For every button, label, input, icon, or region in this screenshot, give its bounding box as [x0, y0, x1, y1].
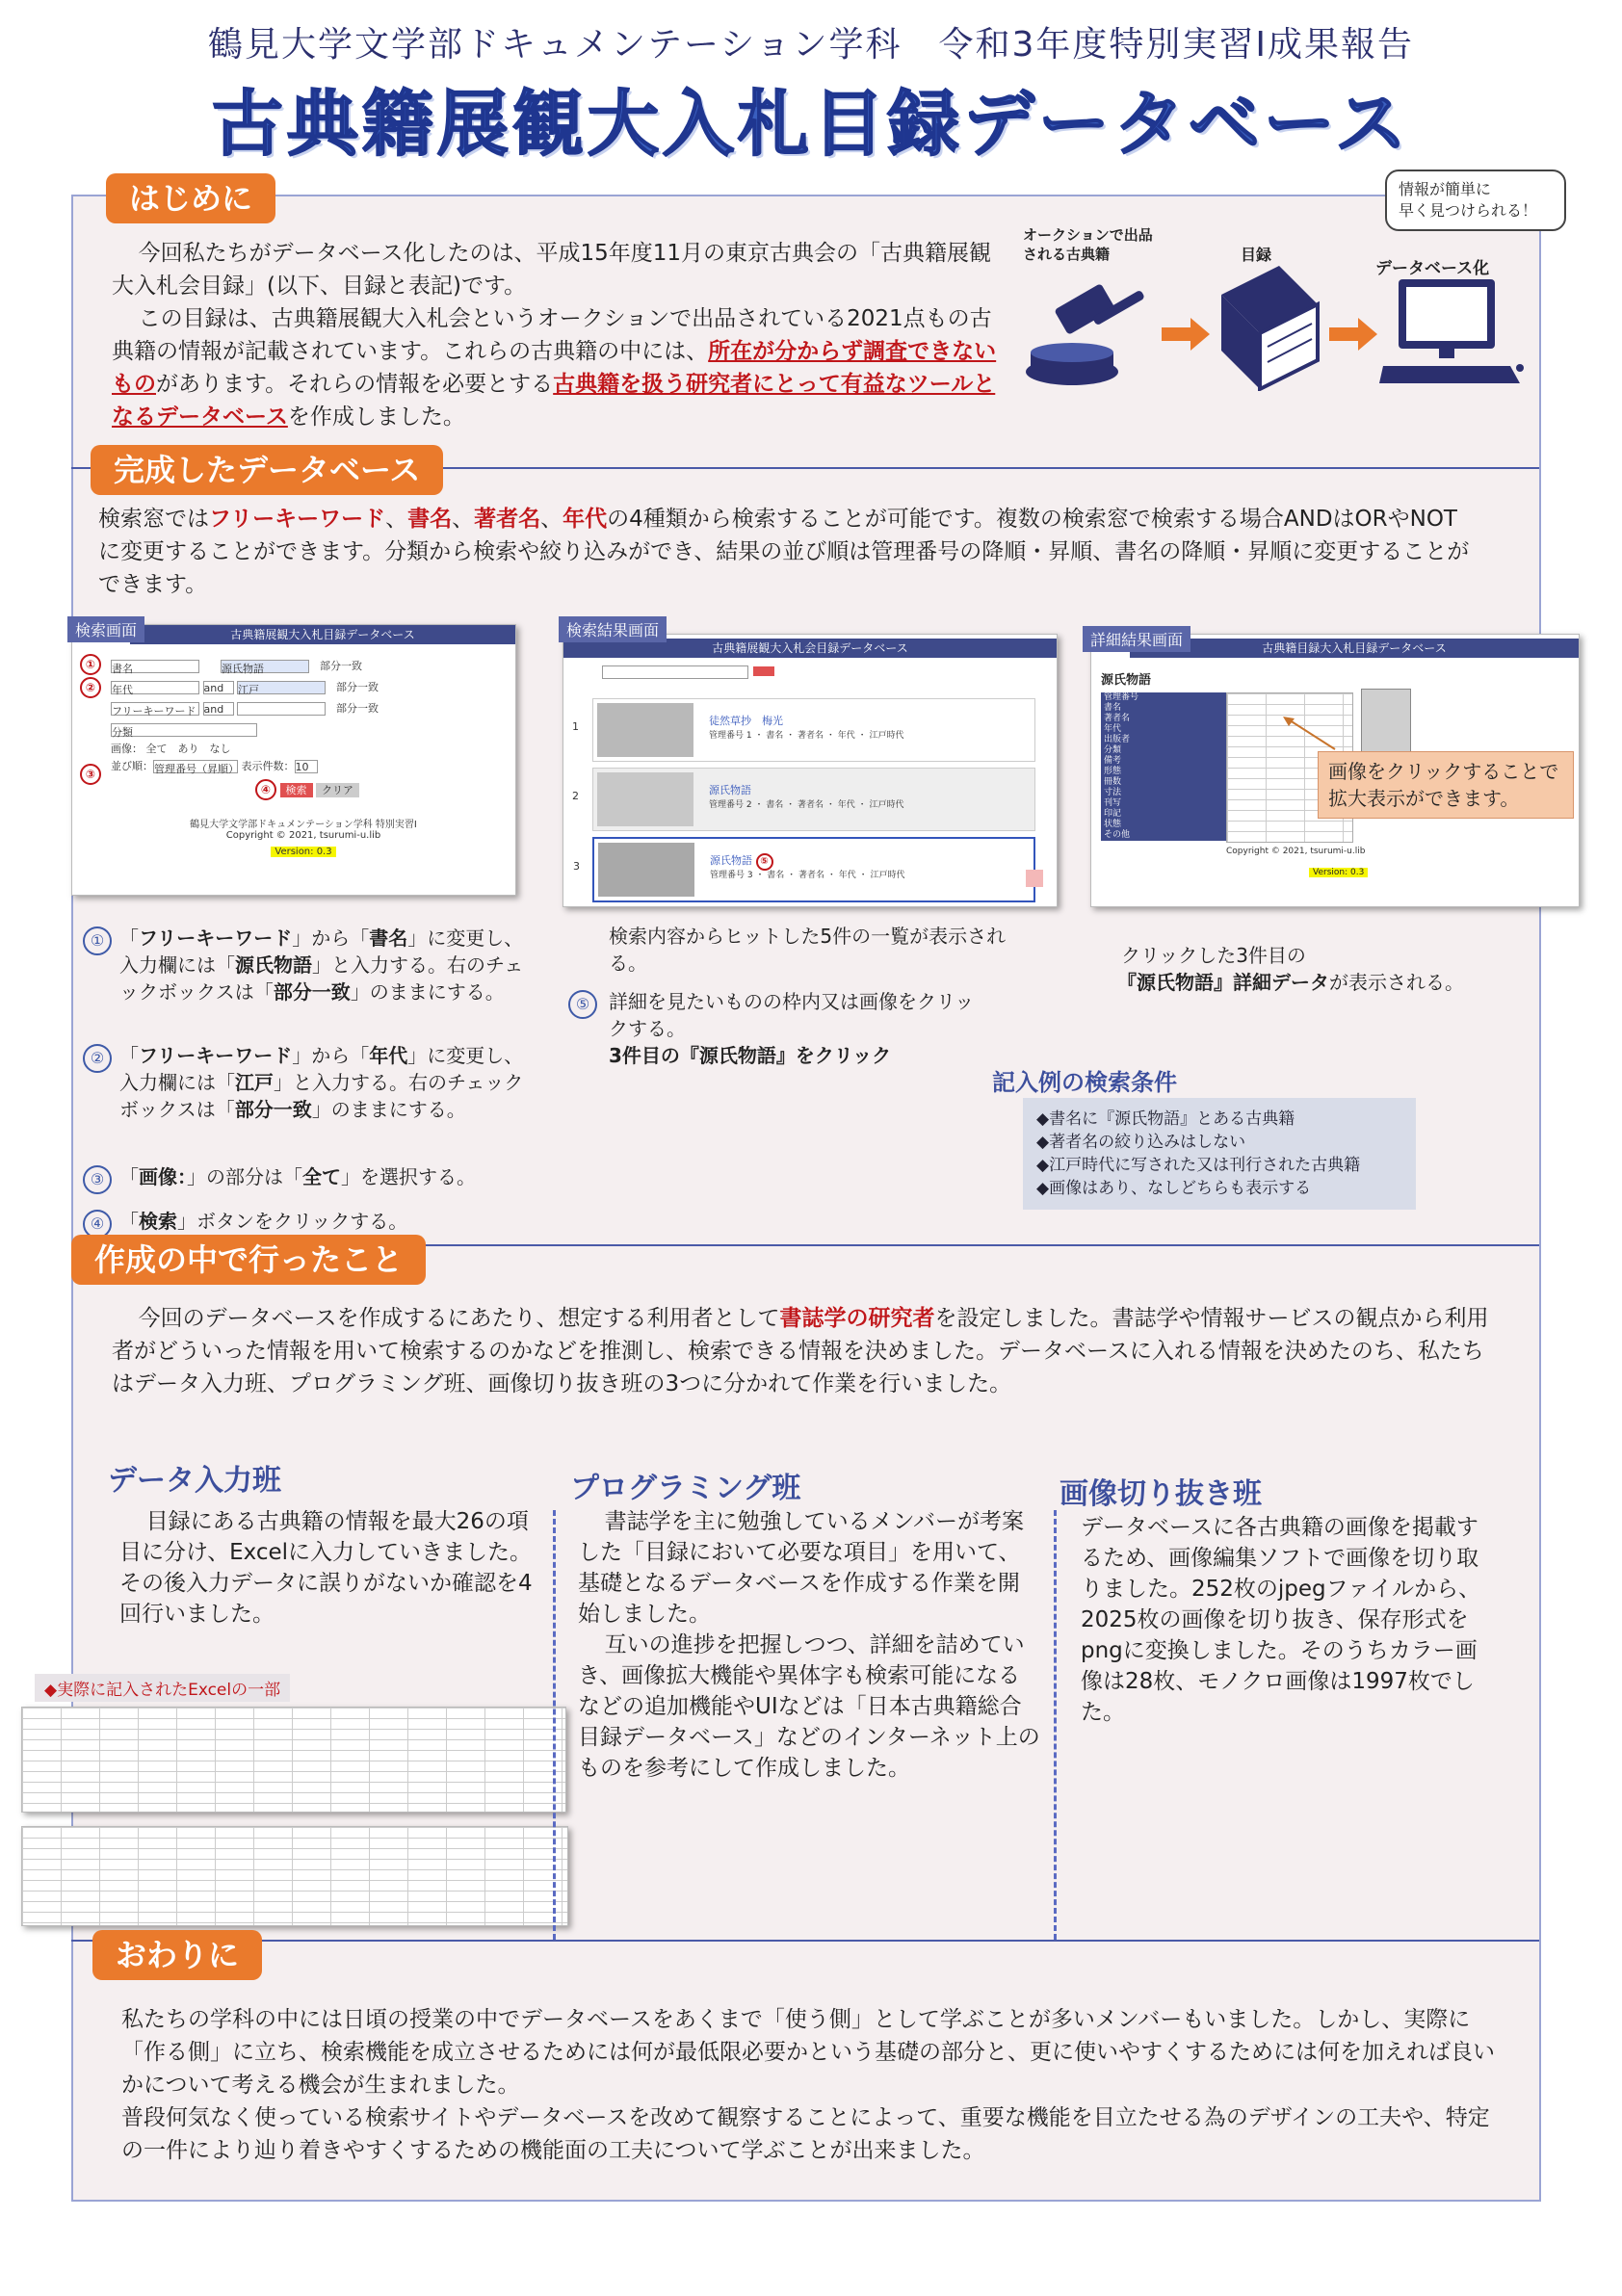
gavel-icon: [1019, 268, 1154, 393]
condition-item: ◆著者名の絞り込みはしない: [1036, 1133, 1246, 1152]
step-4-marker: ④: [83, 1210, 112, 1239]
sort-value: 管理番号（昇順）: [154, 763, 239, 775]
s2e: 」のままにする。: [311, 1098, 466, 1121]
section-tab-closing: おわりに: [92, 1930, 262, 1980]
category-select[interactable]: [111, 723, 257, 737]
detail-version: Version: 0.3: [1309, 868, 1368, 877]
s3b: 画像：: [139, 1165, 187, 1188]
step-1-marker: ①: [83, 926, 112, 955]
search-version: Version: 0.3: [271, 847, 335, 857]
marker-5: ⑤: [756, 853, 773, 871]
results-screen-label: 検索結果画面: [559, 616, 667, 642]
excel-screenshot-1: [21, 1707, 566, 1813]
keyword-free: フリーキーワード: [209, 507, 386, 532]
poster-title: 古典籍展観大入札目録データベース: [211, 83, 1411, 166]
sep-3: 、: [540, 507, 563, 532]
completed-t1: 検索窓では: [98, 507, 209, 532]
detail-screen-bar: 古典籍目録大入札目録データベース: [1130, 639, 1579, 658]
computer-icon: [1379, 279, 1524, 395]
s2a: 「: [119, 1044, 139, 1067]
field-input-3[interactable]: [237, 702, 326, 716]
detail-row-label: 冊数: [1101, 777, 1226, 788]
divider-3: [71, 1940, 1539, 1942]
excel-screenshot-2: [21, 1826, 568, 1926]
section-tab-completed: 完成したデータベース: [91, 445, 443, 495]
result-no: 3: [573, 860, 580, 873]
results-screen-shot: [562, 634, 1058, 907]
step-1: [83, 925, 536, 1005]
team-programming-text: [578, 1506, 1040, 1784]
image-filter-label: 画像：: [111, 743, 143, 755]
s3a: 「: [119, 1165, 139, 1188]
detail-row-label: 出版者: [1101, 735, 1226, 745]
result-row-2[interactable]: [572, 768, 1035, 831]
intro-highlight-1: 所在が分からず調査できないもの: [112, 339, 997, 397]
detail-row-label: 年代: [1101, 724, 1226, 735]
field-3-check: 部分一致: [336, 702, 379, 715]
field-op-3[interactable]: [203, 702, 234, 716]
step-3: [83, 1163, 536, 1190]
field-1-value: 源氏物語: [222, 663, 264, 675]
step-5-text: 詳細を見たいものの枠内又は画像をクリックする。: [609, 990, 975, 1040]
search-screen-shot: [71, 624, 516, 896]
section-tab-intro: はじめに: [106, 173, 275, 223]
detail-row-label: 刊写: [1101, 798, 1226, 809]
poster-subtitle: 鶴見大学文学部ドキュメンテーション学科 令和3年度特別実習Ⅰ成果報告: [207, 25, 1415, 65]
condition-item: ◆江戸時代に写された又は刊行された古典籍: [1036, 1156, 1361, 1175]
field-1-label: 書名: [112, 663, 133, 675]
s3c: 」の部分は「: [187, 1165, 302, 1188]
detail-row-label: 印記: [1101, 809, 1226, 820]
s2b3: 江戸: [235, 1071, 274, 1094]
intro-p2a: この目録は、古典籍展観大入札会というオークションで出品されている2021点もの古典籍の情報が記載されています。これらの古典籍の中には、: [112, 306, 992, 364]
closing-text: [121, 2003, 1499, 2167]
intro-highlight-2: 古典籍を扱う研究者にとって有益なツールとなるデータベース: [112, 372, 996, 430]
s1c: 」に変更し、入力欄には「: [119, 926, 524, 977]
result-title: 源氏物語: [710, 854, 752, 867]
excel-label: ◆実際に記入されたExcelの一部: [35, 1674, 290, 1702]
result-row-1[interactable]: [572, 698, 1035, 762]
field-input-2[interactable]: [237, 681, 326, 694]
marker-2: ②: [80, 677, 101, 698]
field-3-op: and: [203, 703, 224, 716]
results-list: [572, 698, 1035, 902]
marker-1: ①: [80, 654, 101, 675]
team-image-text: データベースに各古典籍の画像を掲載するため、画像編集ソフトで画像を切り取りました。252枚のjpegファイルから、2025枚の画像を切り抜き、保存形式をpngに変換しました。そのうちカラー画像は28枚、モノクロ画像は1997枚でした。: [1081, 1515, 1481, 1725]
process-text: [112, 1302, 1489, 1400]
closing-paragraph-1: 私たちの学科の中には日頃の授業の中でデータベースをあくまで「使う側」として学ぶことが多いメンバーもいました。しかし、実際に「作る側」に立ち、検索機能を成立させるためには何が最低限必要かという基礎の部分と、更に使いやすくするためには何を加えれば良いかについて考える機会が生まれました。: [121, 2007, 1495, 2098]
process-a: 今回のデータベースを作成するにあたり、想定する利用者として: [138, 1306, 780, 1331]
mini-clear-button[interactable]: クリア: [316, 783, 359, 797]
detail-row-label: 管理番号: [1101, 692, 1226, 703]
catalog-label: 目録: [1241, 246, 1272, 264]
step-2: [83, 1042, 536, 1123]
sort-label: 並び順：: [111, 760, 153, 772]
s1b: 」から「: [292, 926, 370, 950]
mini-search-button[interactable]: 検索: [280, 783, 313, 797]
step-3-marker: ③: [83, 1165, 112, 1194]
field-input-1[interactable]: [221, 660, 309, 673]
result-row-3[interactable]: [573, 837, 1035, 902]
condition-item: ◆画像はあり、なしどちらも表示する: [1036, 1179, 1312, 1198]
intro-text: [112, 237, 1007, 433]
closing-paragraph-2: 普段何気なく使っている検索サイトやデータベースを改めて観察することによって、重要な機能を目立たせる為のデザインの工夫や、特定の一件により辿り着きやすくするための機能面の工夫について学ぶことが出来ました。: [121, 2105, 1490, 2163]
count-select[interactable]: [295, 760, 318, 773]
field-1-check: 部分一致: [320, 660, 362, 672]
s2c: 」に変更し、入力欄には「: [119, 1044, 524, 1094]
book-icon: [1212, 266, 1327, 391]
intro-paragraph-1: 今回私たちがデータベース化したのは、平成15年度11月の東京古典会の「古典籍展観大入札会目録」(以下、目録と表記)です。: [112, 241, 991, 299]
count-value: 10: [295, 761, 309, 773]
detail-row-label: その他: [1101, 830, 1226, 841]
s4a: 「: [119, 1210, 139, 1233]
detail-image[interactable]: [1361, 689, 1411, 758]
database-label: データベース化: [1375, 259, 1490, 278]
step-5: [568, 988, 992, 1069]
keyword-era: 年代: [562, 507, 608, 532]
s1b1: フリーキーワード: [139, 926, 293, 950]
s1b3: 源氏物語: [235, 953, 312, 977]
detail-footer: Copyright © 2021, tsurumi-u.lib: [1226, 847, 1366, 856]
result-note: 検索内容からヒットした5件の一覧が表示される。: [609, 925, 1007, 975]
result-thumbnail[interactable]: [598, 843, 694, 897]
result-meta: 管理番号 2 ・ 書名 ・ 著者名 ・ 年代 ・ 江戸時代: [709, 800, 904, 810]
result-meta: 管理番号 3 ・ 書名 ・ 著者名 ・ 年代 ・ 江戸時代: [710, 871, 905, 880]
field-select-2[interactable]: [111, 681, 199, 694]
s2b: 」から「: [292, 1044, 370, 1067]
arrow-right-icon-2: [1329, 318, 1377, 351]
detail-note-a: クリックした3件目の: [1121, 944, 1306, 967]
s1b4: 部分一致: [273, 980, 351, 1004]
count-label: 表示件数：: [241, 760, 295, 772]
auction-label: オークションで出品される古典籍: [1023, 226, 1153, 263]
detail-note: [1117, 942, 1522, 996]
s4c: 」ボタンをクリックする。: [177, 1210, 408, 1233]
completed-intro: [98, 503, 1476, 601]
team-image-title: 画像切り抜き班: [1060, 1477, 1262, 1511]
s1a: 「: [119, 926, 139, 950]
column-divider-2: [1054, 1510, 1057, 1940]
detail-row-label: 備考: [1101, 756, 1226, 767]
s1b2: 書名: [369, 926, 408, 950]
result-title[interactable]: 徒然草抄 梅光: [709, 715, 783, 727]
sort-select[interactable]: [153, 760, 238, 773]
detail-row-label: 形態: [1101, 767, 1226, 777]
scroll-top-button[interactable]: [1026, 870, 1043, 887]
team-programming-text-2: 互いの進捗を把握しつつ、詳細を詰めていき、画像拡大機能や異体字も検索可能になるなどの追加機能やUIなどは「日本古典籍総合目録データベース」などのインターネット上のものを参考にして作成しました。: [578, 1632, 1040, 1781]
category-label: 分類: [112, 726, 133, 739]
detail-row-label: 著者名: [1101, 714, 1226, 724]
field-2-op: and: [203, 682, 224, 694]
conditions-box: [1023, 1098, 1416, 1210]
conditions-title: 記入例の検索条件: [992, 1069, 1177, 1096]
step-5-marker: ⑤: [568, 990, 597, 1019]
result-no: 2: [572, 790, 579, 802]
keyword-author: 著者名: [474, 507, 541, 532]
detail-row-label: 分類: [1101, 745, 1226, 756]
s1d: 」と入力する。右のチェックボックスは「: [119, 953, 524, 1004]
detail-screen-label: 詳細結果画面: [1083, 626, 1190, 652]
detail-note-b: 『源氏物語』詳細データ: [1117, 971, 1329, 994]
intro-p2c: があります。それらの情報を必要とする: [156, 372, 554, 397]
field-2-label: 年代: [112, 684, 133, 696]
field-op-2[interactable]: [203, 681, 234, 694]
step-2-marker: ②: [83, 1044, 112, 1073]
intro-p2e: を作成しました。: [287, 404, 465, 430]
s2b2: 年代: [369, 1044, 408, 1067]
s2b1: フリーキーワード: [139, 1044, 293, 1067]
marker-3: ③: [80, 764, 101, 785]
search-footer-2: Copyright © 2021, tsurumi-u.lib: [225, 830, 381, 841]
section-tab-process: 作成の中で行ったこと: [71, 1235, 426, 1285]
detail-row-label: 書名: [1101, 703, 1226, 714]
field-select-1[interactable]: [111, 660, 199, 673]
callout-arrow: [1281, 715, 1339, 753]
detail-note-c: が表示される。: [1329, 971, 1464, 994]
condition-item: ◆書名に『源氏物語』とある古典籍: [1036, 1109, 1295, 1129]
team-programming-text-1: 書誌学を主に勉強しているメンバーが考案した「目録において必要な項目」を用いて、基礎となるデータベースを作成する作業を開始しました。: [578, 1509, 1024, 1627]
team-data-entry-title: データ入力班: [108, 1464, 281, 1498]
detail-row-label: 寸法: [1101, 788, 1226, 798]
sep-1: 、: [385, 507, 408, 532]
search-screen-bar: 古典籍展観大入札目録データベース: [130, 625, 515, 644]
field-select-3[interactable]: [111, 702, 199, 716]
result-no: 1: [572, 720, 579, 733]
s1e: 」のままにする。: [350, 980, 505, 1004]
s4b: 検索: [139, 1210, 177, 1233]
search-footer-1: 鶴見大学文学部ドキュメンテーション学科 特別実習Ⅰ: [190, 820, 417, 830]
detail-table: [1101, 692, 1226, 841]
sep-2: 、: [452, 507, 475, 532]
field-2-check: 部分一致: [336, 681, 379, 693]
image-filter-options[interactable]: 全て あり なし: [145, 743, 231, 755]
s3e: 」を選択する。: [341, 1165, 476, 1188]
step-5-bold: 3件目の『源氏物語』をクリック: [609, 1044, 892, 1067]
results-search-button[interactable]: [753, 666, 774, 676]
image-zoom-callout: 画像をクリックすることで拡大表示ができます。: [1318, 751, 1574, 819]
results-screen-bar: 古典籍展観大入札会目録データベース: [563, 639, 1057, 658]
marker-4: ④: [255, 779, 276, 800]
result-title[interactable]: 源氏物語: [709, 784, 751, 796]
result-thumbnail[interactable]: [597, 703, 693, 757]
detail-row-label: 状態: [1101, 820, 1226, 830]
detail-title: 源氏物語: [1101, 673, 1152, 688]
s2b4: 部分一致: [234, 1098, 312, 1121]
result-meta: 管理番号 1 ・ 書名 ・ 著者名 ・ 年代 ・ 江戸時代: [709, 731, 904, 741]
field-2-value: 江戸: [238, 684, 259, 696]
keyword-title: 書名: [407, 507, 453, 532]
team-data-entry-text: 目録にある古典籍の情報を最大26の項目に分け、Excelに入力していきました。その後入力データに誤りがないか確認を4回行いました。: [119, 1509, 533, 1627]
team-programming-title: プログラミング班: [570, 1472, 801, 1505]
process-c: を設定しました。書誌学や情報サービスの観点から利用者がどういった情報を用いて検索するのかなどを推測し、検索できる情報を決めました。データベースに入れる情報を決めたのち、私たちはデータ入力班、プログラミング班、画像切り抜き班の3つに分かれて作業を行いました。: [112, 1306, 1489, 1396]
completed-t2: の4種類から検索することが可能です。複数の検索窓で検索する場合ANDはORやNOTに変更することができます。分類から検索や絞り込みができ、結果の並び順は管理番号の降順・昇順、書名の降順・昇順に変更することができます。: [98, 507, 1470, 597]
search-form: [85, 658, 496, 857]
speech-bubble: 情報が簡単に 早く見つけられる！: [1385, 170, 1566, 231]
intro-paragraph-2: [112, 302, 1007, 433]
results-search-input[interactable]: [602, 665, 748, 679]
s3d: 全て: [302, 1165, 341, 1188]
column-divider-1: [553, 1510, 556, 1940]
s2d: 」と入力する。右のチェックボックスは「: [119, 1071, 524, 1121]
result-thumbnail[interactable]: [597, 772, 693, 826]
search-screen-label: 検索画面: [67, 616, 144, 642]
field-3-label: フリーキーワード: [112, 705, 196, 718]
step-4: [83, 1208, 536, 1235]
arrow-right-icon: [1162, 318, 1210, 351]
process-highlight: 書誌学の研究者: [779, 1306, 935, 1331]
